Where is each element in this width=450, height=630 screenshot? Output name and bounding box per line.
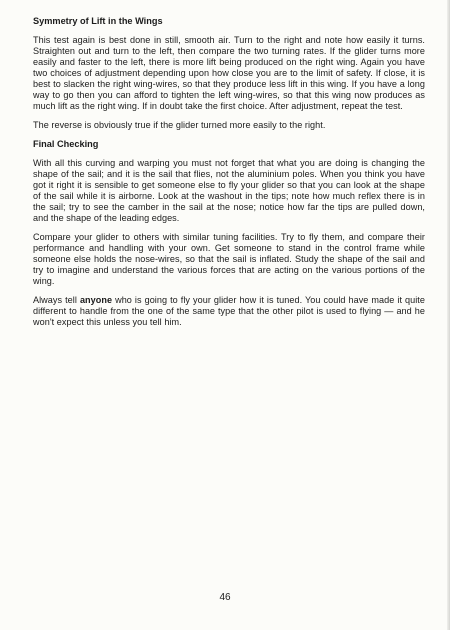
paragraph: Compare your glider to others with similar tuning facilities. Try to fly them, and compare their performance and handling with your own. Get someone to stand in the control frame while someone else holds the nose-wires, so that the sail is inflated. Study the shape of the sail and try to imagine and understand the various forces that are acting on the various portions of the wing. <box>33 232 425 286</box>
paragraph-text: who is going to fly your glider how it is tuned. You could have made it quite different to handle from the one of the same type that the other pilot is used to flying — and he won't expect this unless you tell him. <box>33 295 425 327</box>
section-final-checking <box>33 139 425 328</box>
paragraph-text: Always tell <box>33 295 80 305</box>
section-heading: Symmetry of Lift in the Wings <box>33 16 163 26</box>
page-number: 46 <box>219 592 231 603</box>
section-heading: Final Checking <box>33 139 99 149</box>
paragraph: With all this curving and warping you must not forget that what you are doing is changing the shape of the sail; and it is the sail that flies, not the aluminium poles. When you think you have got it right it is sensible to get someone else to fly your glider so that you can look at the shape of the sail while it is airborne. Look at the washout in the tips; note how much reflex there is in the sail; try to see the camber in the sail at the nose; notice how far the tips are pulled down, and the shape of the leading edges. <box>33 158 425 223</box>
emphasis-text: anyone <box>79 295 113 305</box>
page-content <box>33 16 425 336</box>
paragraph: The reverse is obviously true if the glider turned more easily to the right. <box>33 120 326 130</box>
section-symmetry-of-lift <box>33 16 425 131</box>
paragraph <box>33 295 425 328</box>
paragraph: This test again is best done in still, smooth air. Turn to the right and note how easily it turns. Straighten out and turn to the left, then compare the two turning rates. If the glider turns more easily and faster to the left, there is more lift being produced on the right wing. Again you have two choices of adjustment depending upon how close you are to the limit of safety. If close, it is best to slacken the right wing-wires, so that they produce less lift in this wing. If you have a long way to go then you can afford to tighten the left wing-wires, so that this wing now produces as much lift as the right wing. If in doubt take the first choice. After adjustment, repeat the test. <box>33 35 425 111</box>
